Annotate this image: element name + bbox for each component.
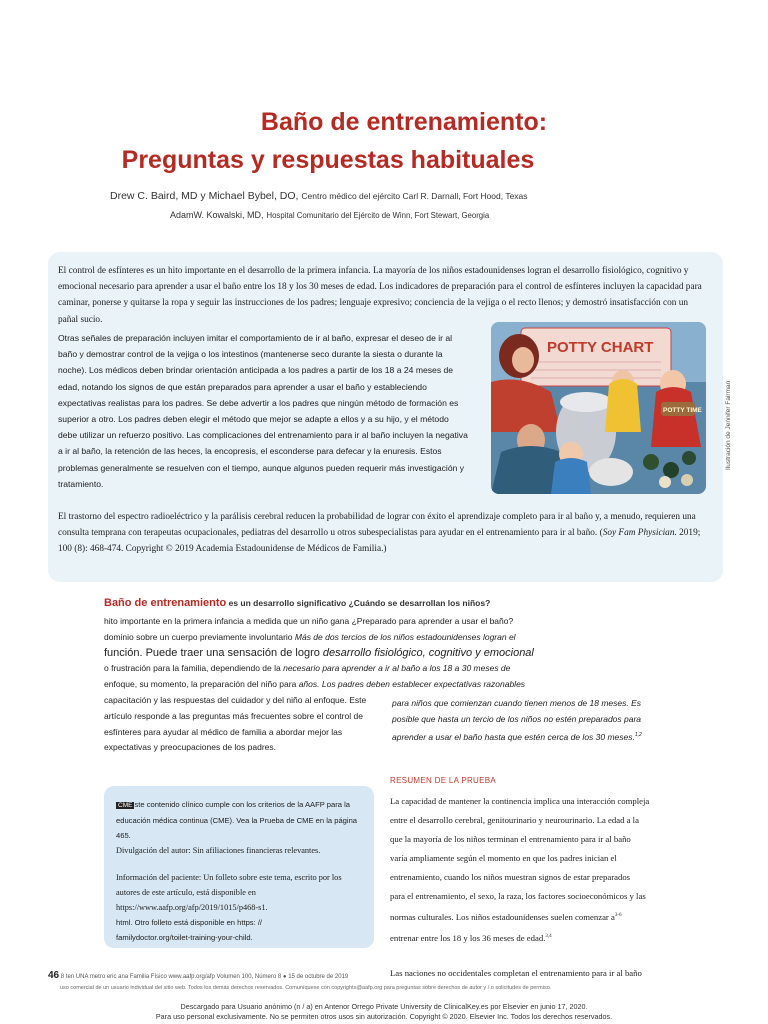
resumen-line: para el entrenamiento, el sexo, la raza, los factores socioeconómicos y las <box>390 891 646 901</box>
patient-info-line: Información del paciente: Un folleto sobre este tema, escrito por los <box>116 873 342 882</box>
abstract-line: baño y demostrar control de la vejiga o los intestinos (mantenerse seco durante la siesta o durante la <box>58 349 443 360</box>
download-notice-2: Para uso personal exclusivamente. No se permiten otros usos sin autorización. Copyright © 2020. Elsevier Inc. Todos los derechos reservados. <box>155 1012 613 1021</box>
author-disclosure: Divulgación del autor: Sin afiliaciones financieras relevantes. <box>116 846 321 855</box>
article-title-line2: Preguntas y respuestas habituales <box>121 146 535 174</box>
body-italic: Más de dos tercios de los niños estadounidenses logran el <box>292 631 516 642</box>
patient-info-line: html. Otro folleto está disponible en https: // <box>116 918 263 927</box>
illustration-credit: Ilustración de Jennifer Fairman <box>725 380 732 470</box>
body-italic: desarrollo fisiológico, cognitivo y emocional <box>319 646 534 659</box>
resumen-line: varía ampliamente según el momento en que los padres inician el <box>390 853 617 863</box>
body-line: o frustración para la familia, dependiendo de la <box>104 663 281 674</box>
abstract-line: tratamiento. <box>58 478 104 489</box>
body-line: para niños que comienzan cuando tienen menos de 18 meses. Es <box>392 698 642 708</box>
abstract-paragraph-1: El control de esfínteres es un hito importante en el desarrollo de la primera infancia. La mayoría de los niños estadounidenses logran el desarrollo fisiológico, cognitivo y emocional necesario para aprender a usar el baño entre los 18 y los 30 meses de edad. Los indicadores de preparación para el control de esfínteres incluyen la capacidad para caminar, ponerse y quitarse la ropa y seguir las instrucciones de los padres; lenguaje expresivo; conciencia de la vejiga o el recto llenos; y demostró insatisfacción con un pañal sucio. <box>58 266 702 325</box>
journal-name: Soy Fam Physician. <box>602 528 677 539</box>
resumen-line: entrenar entre los 18 y los 36 meses de edad. <box>390 932 546 943</box>
reference-sup[interactable]: 1,2 <box>634 731 642 738</box>
reference-sup[interactable]: 3,4 <box>545 933 552 939</box>
body-line: hito importante en la primera infancia a medida que un niño gana ¿Preparado para aprender a usar el baño? <box>104 616 514 626</box>
body-italic: Los padres deben establecer expectativas razonables <box>321 679 526 690</box>
author-affiliation-1: Centro médico del ejército Carl R. Darnall, Fort Hood, Texas <box>301 191 528 201</box>
authors-line1 <box>110 190 528 202</box>
body-italic: años. <box>296 679 322 690</box>
abstract-line: Otras señales de preparación incluyen imitar el comportamiento de ir al baño, expresar el deseo de ir al <box>58 333 453 343</box>
abstract-p3-text: El trastorno del espectro radioeléctrico y la parálisis cerebral reducen la probabilidad de lograr con éxito el aprendizaje completo para ir al baño y, a menudo, requieren una consulta temprana con terapeutas ocupacionales, pediatras del desarrollo u otros subespecialistas para ayudar en el entrenamiento para ir al baño. ( <box>58 512 696 539</box>
body-line: aprender a usar el baño hasta que estén cerca de los 30 meses. <box>392 731 635 742</box>
abstract-line: expectativas realistas para los padres. Se debe advertir a los padres que ningún método de formación es <box>58 397 459 408</box>
abstract-p3-tail: 2019; 100 (8): 468-474. Copyright © 2019 Academia Estadounidense de Médicos de Familia.) <box>58 528 701 555</box>
section-question: es un desarrollo significativo ¿Cuándo se desarrollan los niños? <box>226 598 491 608</box>
potty-chart-sign: POTTY CHART <box>547 339 654 356</box>
abstract-line: problemas generalmente se resuelven con el tiempo, aunque algunos pueden requerir más investigación y <box>58 462 465 473</box>
familydoctor-link[interactable]: familydoctor.org/toilet-training-your-child. <box>116 933 253 942</box>
page-footer <box>48 970 768 981</box>
cme-line: ste contenido clínico cumple con los criterios de la AAFP para la <box>134 800 351 809</box>
cme-text <box>116 797 368 945</box>
illustration-svg <box>491 322 706 494</box>
authors-line2 <box>170 209 489 221</box>
body-line: capacitación y las respuestas del cuidador y del niño al enfoque. Este <box>104 694 367 705</box>
author-affiliation-2: Hospital Comunitario del Ejército de Winn, Fort Stewart, Georgia <box>266 211 490 220</box>
abstract-line: noche). Los médicos deben brindar orientación anticipada a los padres a partir de los 18 a 24 meses de <box>58 365 454 376</box>
resumen-line: La capacidad de mantener la continencia implica una interacción compleja <box>390 796 650 806</box>
cme-badge: CME <box>118 802 133 809</box>
resumen-line: Las naciones no occidentales completan el entrenamiento para ir al baño <box>390 967 642 978</box>
body-heading-line <box>104 597 574 609</box>
patient-handout-link[interactable]: https://www.aafp.org/afp/2019/1015/p468-s1. <box>116 903 268 912</box>
body-line: artículo responde a las preguntas más frecuentes sobre el control de <box>104 710 363 721</box>
reference-sup[interactable]: 3-6 <box>614 913 622 918</box>
body-italic: necesario para aprender a ir al baño a los 18 a 30 meses de <box>280 663 511 674</box>
resumen-line: entrenamiento, cuando los niños muestran signos de estar preparados <box>390 872 631 882</box>
footer-copyright: uso comercial de un usuario individual del sitio web. Todos los demás derechos reservados. Comuníquese con copyrights@aafp.org para preguntas sobre derechos de autor y / o solicitudes de permiso. <box>60 985 552 991</box>
author-names-1: Drew C. Baird, MD y Michael Bybel, DO, <box>110 190 299 202</box>
page-number: 46 <box>48 970 60 981</box>
cme-line: educación médica continua (CME). Vea la Prueba de CME en la página <box>116 816 358 825</box>
article-title-line1: Baño de entrenamiento: <box>260 108 548 136</box>
cme-line: 465. <box>116 831 131 840</box>
resumen-line: normas culturales. Los niños estadounidenses suelen comenzar a <box>390 911 615 922</box>
body-line: función. Puede traer una sensación de logro <box>104 646 320 659</box>
author-names-2: AdamW. Kowalski, MD, <box>170 210 264 220</box>
body-line: esfínteres para ayudar al médico de familia a abordar mejor las <box>104 726 343 737</box>
potty-training-illustration <box>491 322 706 494</box>
body-line: posible que hasta un tercio de los niños no estén preparados para <box>392 713 642 724</box>
abstract-paragraph-3 <box>58 509 706 558</box>
resumen-line: entre el desarrollo cerebral, genitourinario y neurourinario. La edad a la <box>390 815 639 825</box>
footer-journal-line: 8 ten UNA metro eric ana Familia Físico www.aafp.org/afp Volumen 100, Número 8 ● 15 de octubre de 2019 <box>60 974 349 980</box>
download-notice-1: Descargado para Usuario anónimo (n / a) en Antenor Orrego Private University de ClinicalKey.es por Elsevier en junio 17, 2020. <box>180 1002 588 1011</box>
resumen-text <box>390 792 672 983</box>
potty-time-sign: POTTY TIME <box>663 407 702 414</box>
patient-info-line: autores de este artículo, está disponible en <box>116 888 256 897</box>
body-line: enfoque, su momento, la preparación del niño para <box>104 679 297 690</box>
body-line: dominio sobre un cuerpo previamente involuntario <box>104 631 293 642</box>
abstract-line: superior a otro. Los padres deben elegir el método que mejor se adapte a ellos y a su hijo, y el método <box>58 414 449 425</box>
abstract-line: a ir al baño, la retención de las heces, la encopresis, el esconderse para defecar y la enuresis. Estos <box>58 446 442 457</box>
abstract-line: edad, notando los signos de que están preparados para aprender a usar el baño y estableciendo <box>58 381 427 392</box>
right-italic-text <box>392 696 692 745</box>
resumen-line: que la mayoría de los niños terminan el entrenamiento para ir al baño <box>390 834 631 844</box>
resumen-heading: RESUMEN DE LA PRUEBA <box>390 776 497 785</box>
section-heading: Baño de entrenamiento <box>104 597 227 609</box>
abstract-line: debe utilizar un refuerzo positivo. Las complicaciones del entrenamiento para ir al baño incluyen la negativa <box>58 430 468 441</box>
body-line: expectativas y preocupaciones de los padres. <box>104 742 276 753</box>
abstract-paragraph-2 <box>58 330 488 492</box>
